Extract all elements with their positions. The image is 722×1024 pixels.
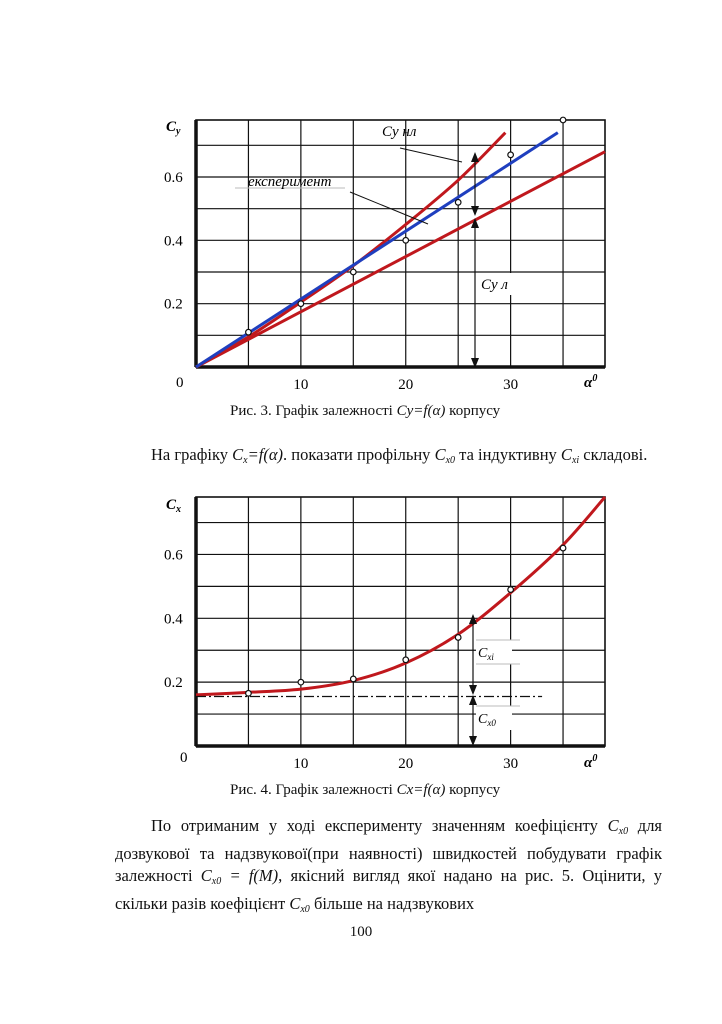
fig3-data-point: [298, 301, 304, 307]
fig4-x-tick-label: 30: [503, 756, 519, 772]
fig3-series-0: [196, 133, 505, 367]
fig3-lines: [196, 133, 605, 367]
fig3-x-axis-label: $\alpha^0$: [584, 373, 598, 391]
paragraph-1: На графіку $C_x=f(\alpha)$. показати профільну $C_{x0}$ та індуктивну $C_{xi}$ складові.: [151, 445, 648, 466]
fig4-lines: [196, 497, 605, 697]
fig4-series-0: [196, 497, 605, 695]
figure-3-cy-chart: [0, 0, 722, 400]
fig3-y-tick-label: 0.4: [164, 233, 183, 250]
fig4-ticks: [164, 547, 518, 772]
fig4-data-point: [455, 635, 461, 641]
fig3-data-point: [351, 269, 357, 275]
fig3-data-point: [560, 117, 566, 123]
fig3-x-tick-label: 20: [398, 377, 414, 393]
fig3-y-axis-label: $C_y$: [166, 119, 181, 137]
figure-3-caption: Рис. 3. Графік залежності Cy=f(α) корпусу: [230, 403, 501, 419]
fig4-annotation-cxi: $C_{xi}$: [478, 646, 494, 662]
fig4-data-point: [351, 676, 357, 682]
fig4-frame: [196, 497, 605, 746]
fig4-data-point: [560, 545, 566, 551]
fig3-annotation-cy-nl: Су нл: [382, 124, 417, 140]
fig4-y-axis-label: $C_x$: [166, 497, 182, 515]
fig4-grid: [196, 497, 605, 746]
fig4-data-point: [246, 691, 252, 697]
fig3-y-tick-label: 0.6: [164, 170, 183, 186]
page-number: 100: [349, 924, 373, 940]
figure-4-cx-chart: [0, 490, 722, 780]
fig4-data-point: [298, 679, 304, 685]
fig3-x-tick-label: 10: [293, 377, 309, 393]
fig3-ticks: [164, 170, 518, 393]
fig4-y-tick-label: 0.2: [164, 675, 183, 692]
fig3-y-tick-label: 0.2: [164, 296, 183, 313]
fig4-origin-label: 0: [180, 750, 188, 766]
fig3-data-point: [246, 329, 252, 335]
fig4-x-tick-label: 10: [293, 756, 309, 772]
fig4-x-axis-label: $\alpha^0$: [584, 753, 598, 771]
fig3-data-point: [403, 238, 409, 244]
fig3-data-point: [455, 200, 461, 206]
fig3-annotation-experiment: експеримент: [248, 174, 332, 190]
fig4-x-tick-label: 20: [398, 756, 414, 772]
fig4-y-tick-label: 0.4: [164, 611, 183, 628]
fig4-data-point: [403, 657, 409, 663]
paragraph-2: По отриманим у ході експерименту значенням коефіцієнту $C_{x0}$ для дозвукової та надзвукової(при наявності) швидкостей побудувати графік залежності $C_{x0} = f(M)$, якісний вигляд якої надано на рис. 5. Оцінити, у скільки разів коефіцієнт $C_{x0}$ більше на надзвукових: [115, 816, 663, 915]
fig4-y-tick-label: 0.6: [164, 547, 183, 564]
fig3-annotation-cy-l: Су л: [481, 277, 508, 293]
fig4-data-point: [508, 587, 514, 593]
fig4-annotation-cx0: $C_{x0}$: [478, 712, 496, 728]
fig3-origin-label: 0: [176, 375, 184, 391]
figure-4-caption: Рис. 4. Графік залежності Cx=f(α) корпусу: [230, 782, 501, 798]
fig3-x-tick-label: 30: [503, 377, 519, 393]
fig3-data-point: [508, 152, 514, 158]
